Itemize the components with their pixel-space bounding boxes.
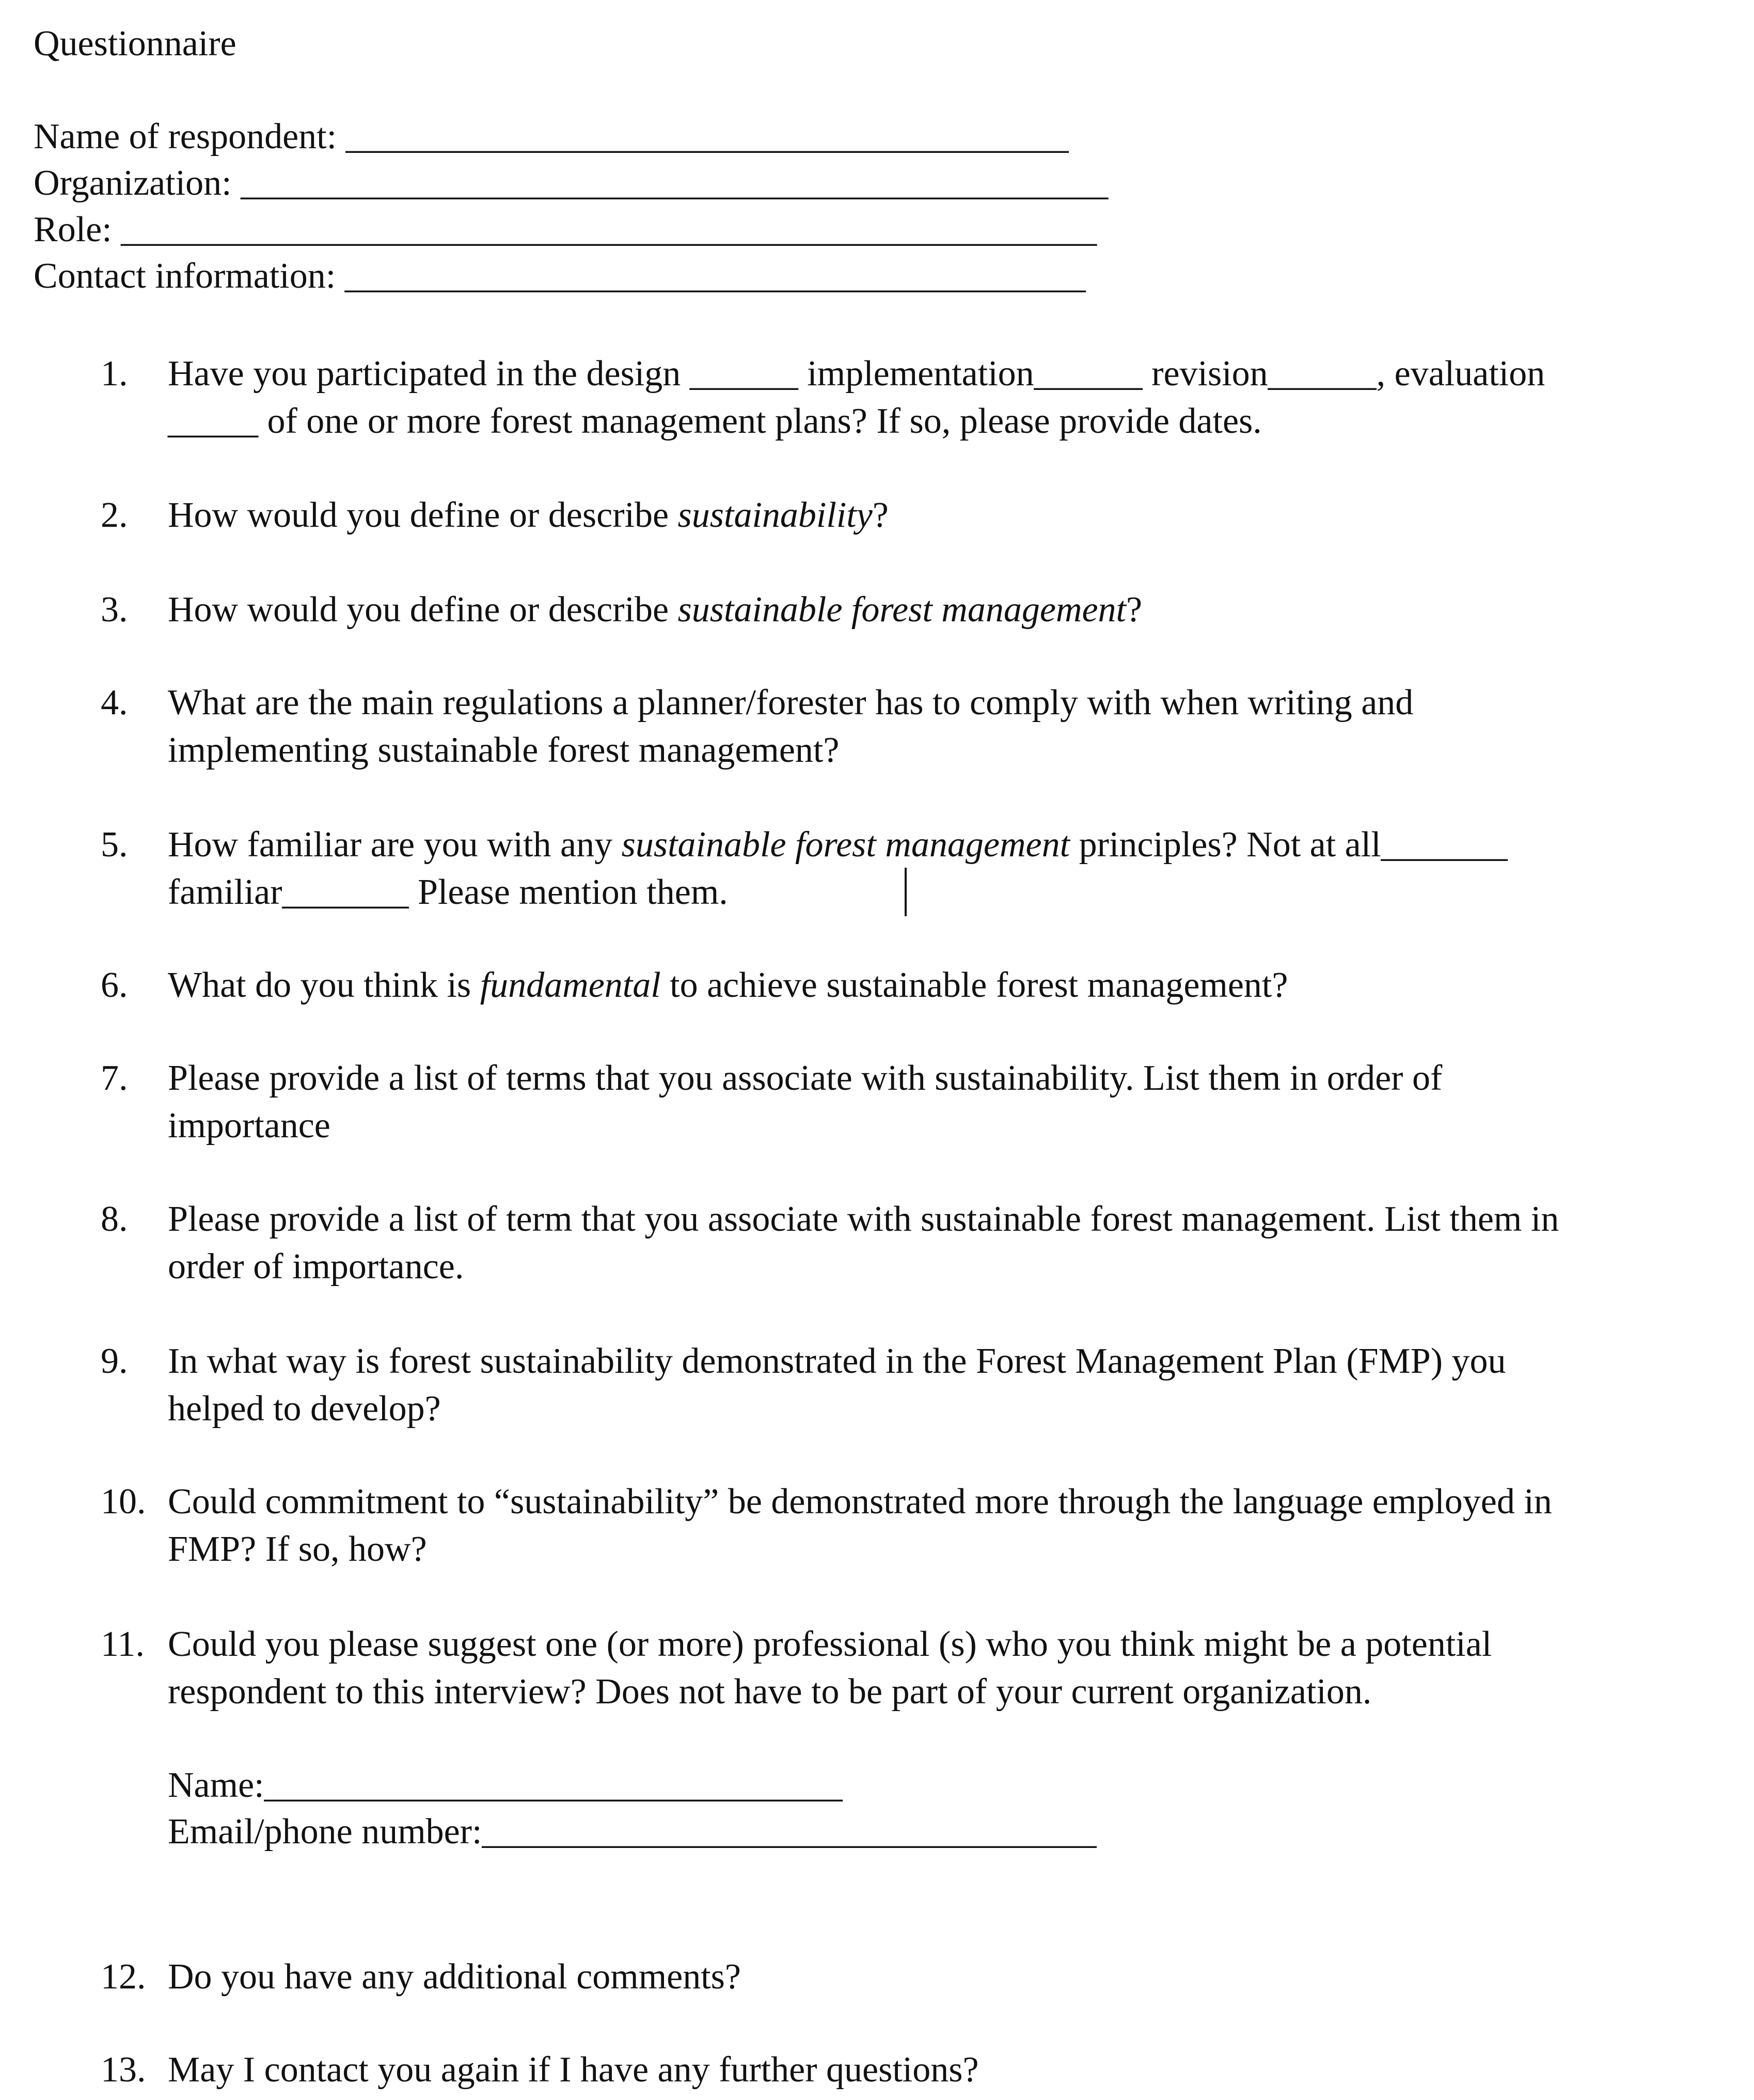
question-text-continued: respondent to this interview? Does not have to be part of your current organization. (168, 1672, 1372, 1712)
organization-field: Organization: ________________________________________________ (34, 163, 1109, 203)
question-number: 11. (101, 1624, 145, 1664)
question-text: What are the main regulations a planner/forester has to comply with when writing and (168, 683, 1414, 723)
question-13 (101, 2046, 979, 2094)
question-emphasis: sustainable forest management (677, 590, 1126, 630)
question-number: 7. (101, 1058, 128, 1098)
question-11 (101, 1621, 1492, 1712)
question-text: What do you think is (168, 965, 480, 1005)
question-number: 10. (101, 1482, 146, 1522)
role-field: Role: ______________________________________________________ (34, 210, 1097, 249)
question-text: Have you participated in the design ______ implementation______ revision______, evaluation (168, 354, 1545, 394)
question-text-continued: implementing sustainable forest management? (168, 730, 840, 770)
question-text: How would you define or describe (168, 495, 678, 535)
question-10 (101, 1478, 1552, 1569)
question-text: Do you have any additional comments? (168, 1957, 741, 1997)
question-emphasis: sustainable forest management (621, 825, 1070, 865)
text-cursor (905, 868, 907, 916)
question-text-end: to achieve sustainable forest management? (660, 965, 1288, 1005)
referral-contact-field: Email/phone number:__________________________________ (168, 1812, 1097, 1852)
question-text-continued: _____ of one or more forest management plans? If so, please provide dates. (168, 401, 1262, 441)
question-text-continued: importance (168, 1106, 330, 1146)
referral-name-field: Name:________________________________ (168, 1765, 843, 1805)
question-number: 9. (101, 1341, 128, 1381)
question-text-end: principles? Not at all_______ (1070, 825, 1508, 865)
question-number: 5. (101, 825, 128, 865)
question-emphasis: fundamental (480, 965, 661, 1005)
question-8 (101, 1196, 1559, 1287)
question-12 (101, 1953, 741, 2001)
question-text: Could commitment to “sustainability” be demonstrated more through the language employed in (168, 1482, 1552, 1522)
question-6 (101, 962, 1288, 1009)
question-number: 2. (101, 495, 128, 535)
document-title: Questionnaire (34, 24, 236, 64)
question-3 (101, 586, 1142, 634)
respondent-name-field: Name of respondent: ________________________________________ (34, 117, 1069, 156)
question-text: Could you please suggest one (or more) professional (s) who you think might be a potential (168, 1624, 1492, 1664)
question-2 (101, 492, 889, 539)
question-9 (101, 1338, 1506, 1429)
question-number: 6. (101, 965, 128, 1005)
question-number: 13. (101, 2050, 146, 2090)
question-4 (101, 679, 1414, 770)
question-text: Please provide a list of terms that you associate with sustainability. List them in order of (168, 1058, 1443, 1098)
question-text: Please provide a list of term that you associate with sustainable forest management. List them in (168, 1199, 1559, 1239)
question-emphasis: sustainability (677, 495, 873, 535)
contact-information-field: Contact information: _________________________________________ (34, 256, 1086, 296)
question-text: May I contact you again if I have any further questions? (168, 2050, 979, 2090)
question-number: 3. (101, 590, 128, 630)
question-text-continued: familiar_______ Please mention them. (168, 872, 728, 912)
question-number: 12. (101, 1957, 146, 1997)
question-text-continued: FMP? If so, how? (168, 1529, 427, 1569)
question-text-continued: order of importance. (168, 1247, 464, 1287)
question-text-end: ? (872, 495, 889, 535)
question-number: 4. (101, 683, 128, 723)
question-text: How familiar are you with any (168, 825, 622, 865)
question-1 (101, 350, 1545, 441)
question-text: In what way is forest sustainability demonstrated in the Forest Management Plan (FMP) you (168, 1341, 1506, 1381)
question-number: 8. (101, 1199, 128, 1239)
question-number: 1. (101, 354, 128, 394)
question-text-end: ? (1126, 590, 1143, 630)
question-text-continued: helped to develop? (168, 1389, 441, 1429)
question-5 (101, 821, 1508, 912)
question-text: How would you define or describe (168, 590, 678, 630)
question-7 (101, 1055, 1443, 1146)
